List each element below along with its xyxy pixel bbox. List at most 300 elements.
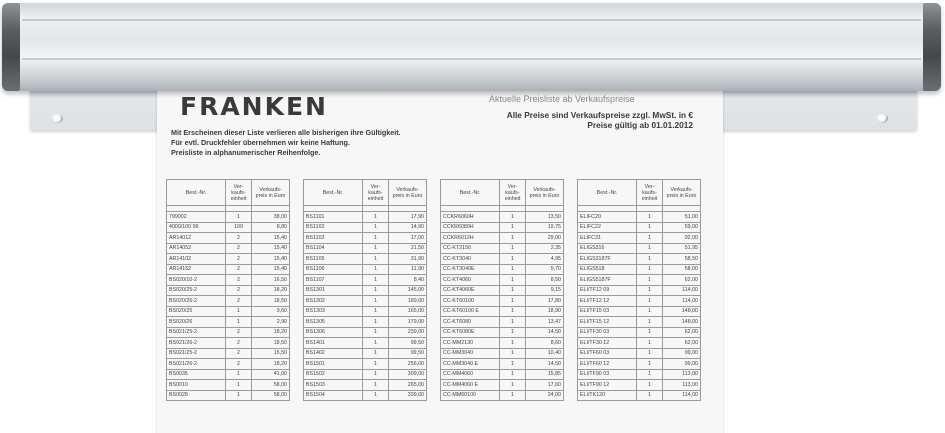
sales-unit: 1 (500, 390, 526, 401)
header-partial-line: Aktuelle Preisliste ab Verkaufspreise (489, 94, 635, 104)
table-row (578, 359, 701, 370)
sales-unit: 1 (363, 327, 389, 338)
item-price: 8,60 (526, 338, 564, 349)
item-price: 11,90 (389, 264, 427, 275)
table-row (578, 212, 701, 223)
table-row (441, 296, 564, 307)
item-price: 9,15 (526, 285, 564, 296)
header-unit: Ver-kaufs-einheit (363, 180, 389, 206)
sales-unit: 1 (500, 264, 526, 275)
sales-unit: 1 (637, 296, 663, 307)
header-price: Verkaufs-preis in Euro (252, 180, 290, 206)
item-number: BS020/10-2 (167, 275, 226, 286)
item-price: 14,50 (526, 359, 564, 370)
item-number: 799002 (167, 212, 226, 223)
item-number: BS021/25-2 (167, 327, 226, 338)
notice-line-1: Mit Erscheinen dieser Liste verlieren alle bisherigen ihre Gültigkeit. (171, 128, 401, 137)
table-row (167, 285, 290, 296)
item-number: BS1302 (304, 296, 363, 307)
sales-unit: 1 (500, 317, 526, 328)
item-number: ELI/TF90 12 (578, 380, 637, 391)
item-number: BS1106 (304, 264, 363, 275)
item-number: CCKR6080H (441, 222, 500, 233)
item-number: ELI/TF30 12 (578, 338, 637, 349)
table-row (304, 359, 427, 370)
item-number: ELI/TF15 12 (578, 317, 637, 328)
item-number: AR14012 (167, 233, 226, 244)
sales-unit: 1 (500, 222, 526, 233)
sales-unit: 100 (226, 222, 252, 233)
item-number: BS021/26-2 (167, 338, 226, 349)
table-row (578, 275, 701, 286)
sales-unit: 1 (637, 369, 663, 380)
table-row (441, 338, 564, 349)
notice-text (171, 128, 401, 158)
sales-unit: 1 (500, 369, 526, 380)
notice-line-3: Preisliste in alphanumerischer Reihenfolge. (171, 148, 321, 157)
sales-unit: 1 (363, 348, 389, 359)
item-number: CCKR6060H (441, 212, 500, 223)
item-price: 15,40 (252, 254, 290, 265)
item-number: AR14052 (167, 243, 226, 254)
item-price: 62,00 (663, 275, 701, 286)
table-row (578, 296, 701, 307)
validity-date-line: Preise gültig ab 01.01.2012 (587, 120, 693, 130)
aluminium-paper-rail (2, 3, 941, 91)
sales-unit: 1 (637, 317, 663, 328)
sales-unit: 2 (226, 327, 252, 338)
sales-unit: 2 (226, 285, 252, 296)
item-price: 18,50 (252, 338, 290, 349)
item-number: CC-MM4060 (441, 369, 500, 380)
sales-unit: 1 (363, 254, 389, 265)
item-price: 17,90 (389, 212, 427, 223)
item-price: 51,00 (663, 212, 701, 223)
item-number: BS1303 (304, 306, 363, 317)
rail-groove (22, 19, 921, 21)
sales-unit: 1 (363, 275, 389, 286)
item-price: 5,70 (526, 264, 564, 275)
item-number: BS1105 (304, 254, 363, 265)
item-number: BS1101 (304, 212, 363, 223)
item-price: 16,50 (252, 275, 290, 286)
item-number: BS1103 (304, 233, 363, 244)
header-unit: Ver-kaufs-einheit (500, 180, 526, 206)
item-number: ELI/TF60 12 (578, 359, 637, 370)
item-price: 15,40 (252, 243, 290, 254)
table-row (578, 327, 701, 338)
item-number: BS1503 (304, 380, 363, 391)
item-number: BS1402 (304, 348, 363, 359)
table-row (167, 390, 290, 401)
item-number: CC-KT3040E (441, 264, 500, 275)
table-row (167, 369, 290, 380)
item-price: 189,00 (389, 296, 427, 307)
item-price: 58,00 (252, 390, 290, 401)
item-number: CC-MM3040 E (441, 359, 500, 370)
sales-unit: 1 (637, 338, 663, 349)
header-bestnr: Best.-Nr. (304, 180, 363, 206)
item-number: CC-MM2130 (441, 338, 500, 349)
table-row (167, 212, 290, 223)
table-row (441, 212, 564, 223)
item-price: 51,95 (663, 243, 701, 254)
item-price: 18,90 (526, 306, 564, 317)
table-row (167, 222, 290, 233)
item-price: 114,00 (663, 296, 701, 307)
item-price: 148,00 (663, 306, 701, 317)
item-price: 24,00 (526, 390, 564, 401)
item-price: 14,90 (389, 222, 427, 233)
table-row (578, 390, 701, 401)
sales-unit: 1 (226, 306, 252, 317)
table-row (441, 275, 564, 286)
sales-unit: 1 (637, 306, 663, 317)
item-price: 15,85 (526, 369, 564, 380)
sales-unit: 1 (226, 390, 252, 401)
table-row (578, 285, 701, 296)
item-number: BS020/25 (167, 306, 226, 317)
item-price: 113,00 (663, 369, 701, 380)
sales-unit: 1 (500, 285, 526, 296)
table-row (441, 390, 564, 401)
sales-unit: 1 (637, 233, 663, 244)
table-row (578, 243, 701, 254)
price-list-sheet (157, 86, 723, 433)
table-row (441, 380, 564, 391)
item-number: BS020/26 (167, 317, 226, 328)
item-number: ELI/TF12 12 (578, 296, 637, 307)
item-price: 339,00 (389, 390, 427, 401)
sales-unit: 2 (226, 275, 252, 286)
item-price: 2,90 (252, 317, 290, 328)
table-row (304, 338, 427, 349)
item-price: 8,40 (389, 275, 427, 286)
sales-unit: 1 (500, 380, 526, 391)
sales-unit: 1 (500, 306, 526, 317)
sales-unit: 1 (363, 369, 389, 380)
sales-unit: 1 (226, 317, 252, 328)
item-price: 62,00 (663, 327, 701, 338)
item-number: ELIGS3187F (578, 254, 637, 265)
item-number: ELIFC20 (578, 212, 637, 223)
table-row (167, 348, 290, 359)
item-number: ELI/TF12 09 (578, 285, 637, 296)
sales-unit: 1 (500, 212, 526, 223)
sales-unit: 1 (637, 243, 663, 254)
sales-unit: 1 (500, 254, 526, 265)
sales-unit: 1 (637, 275, 663, 286)
item-number: CC-KT4060 (441, 275, 500, 286)
header-unit: Ver-kaufs-einheit (637, 180, 663, 206)
item-price: 309,00 (389, 369, 427, 380)
header-bestnr: Best.-Nr. (441, 180, 500, 206)
sales-unit: 1 (363, 222, 389, 233)
sales-unit: 1 (500, 327, 526, 338)
item-number: BS021/25-2 (167, 348, 226, 359)
item-price: 99,50 (389, 338, 427, 349)
right-end-cap (923, 3, 941, 91)
item-price: 9,60 (252, 306, 290, 317)
table-row (304, 327, 427, 338)
sales-unit: 1 (637, 285, 663, 296)
table-row (578, 380, 701, 391)
item-number: CC-KT60100 (441, 296, 500, 307)
table-row (167, 296, 290, 307)
item-price: 17,00 (389, 233, 427, 244)
table-row (304, 296, 427, 307)
table-row (304, 380, 427, 391)
right-screw-hole (877, 114, 888, 123)
sales-unit: 1 (637, 380, 663, 391)
table-row (441, 327, 564, 338)
sales-unit: 1 (363, 338, 389, 349)
table-row (167, 380, 290, 391)
sales-unit: 1 (500, 296, 526, 307)
table-row (167, 306, 290, 317)
item-number: CC-KT6080E (441, 327, 500, 338)
item-number: BS1305 (304, 317, 363, 328)
table-row (167, 338, 290, 349)
table-row (441, 285, 564, 296)
notice-line-2: Für evtl. Druckfehler übernehmen wir keine Haftung. (171, 138, 350, 147)
table-row (441, 317, 564, 328)
item-price: 38,00 (252, 212, 290, 223)
item-price: 13,50 (526, 212, 564, 223)
table-row (304, 275, 427, 286)
item-price: 4,95 (526, 254, 564, 265)
table-row (578, 338, 701, 349)
table-row (304, 243, 427, 254)
item-number: AR14152 (167, 264, 226, 275)
table-row (304, 317, 427, 328)
header-bestnr: Best.-Nr. (167, 180, 226, 206)
rail-groove (22, 58, 921, 60)
table-row (304, 390, 427, 401)
sales-unit: 2 (226, 254, 252, 265)
item-price: 10,40 (526, 348, 564, 359)
table-row (441, 254, 564, 265)
table-row (167, 254, 290, 265)
item-price: 114,00 (663, 285, 701, 296)
sales-unit: 1 (363, 264, 389, 275)
item-price: 165,00 (389, 306, 427, 317)
item-number: BS1301 (304, 285, 363, 296)
item-price: 21,50 (389, 243, 427, 254)
table-row (441, 348, 564, 359)
table-row (167, 233, 290, 244)
header-bestnr: Best.-Nr. (578, 180, 637, 206)
table-row (304, 222, 427, 233)
item-price: 256,00 (389, 359, 427, 370)
sales-unit: 1 (637, 212, 663, 223)
item-number: CC-MM60100 (441, 390, 500, 401)
header-price: Verkaufs-preis in Euro (526, 180, 564, 206)
item-price: 58,00 (252, 380, 290, 391)
item-number: CCKR6012H (441, 233, 500, 244)
sales-unit: 1 (363, 317, 389, 328)
item-price: 18,50 (252, 296, 290, 307)
table-row (304, 254, 427, 265)
item-price: 18,20 (252, 359, 290, 370)
item-price: 13,47 (526, 317, 564, 328)
item-number: ELIGS316 (578, 243, 637, 254)
item-price: 148,00 (663, 317, 701, 328)
item-number: BS1401 (304, 338, 363, 349)
sales-unit: 1 (226, 212, 252, 223)
item-price: 2,35 (526, 243, 564, 254)
item-number: BS021/26-2 (167, 359, 226, 370)
table-row (578, 306, 701, 317)
item-number: BS1306 (304, 327, 363, 338)
item-number: BS020/25-2 (167, 285, 226, 296)
table-row (167, 275, 290, 286)
sales-unit: 1 (363, 233, 389, 244)
item-price: 145,00 (389, 285, 427, 296)
sales-unit: 1 (363, 243, 389, 254)
table-row (441, 306, 564, 317)
item-number: ELI/TF60 03 (578, 348, 637, 359)
item-number: CC-MM3040 (441, 348, 500, 359)
item-price: 17,60 (526, 380, 564, 391)
price-table (440, 179, 564, 401)
item-number: AR14102 (167, 254, 226, 265)
table-row (304, 369, 427, 380)
header-price: Verkaufs-preis in Euro (663, 180, 701, 206)
table-row (304, 233, 427, 244)
item-number: ELI/TF15 03 (578, 306, 637, 317)
item-price: 14,50 (526, 327, 564, 338)
item-price: 99,00 (663, 348, 701, 359)
item-number: 4000/100 99 (167, 222, 226, 233)
item-price: 58,00 (663, 264, 701, 275)
item-number: ELIGS518 (578, 264, 637, 275)
sales-unit: 2 (226, 233, 252, 244)
item-number: ELIFC31 (578, 233, 637, 244)
item-price: 114,00 (663, 390, 701, 401)
item-price: 58,50 (663, 254, 701, 265)
sales-unit: 1 (363, 380, 389, 391)
item-price: 62,00 (663, 338, 701, 349)
item-price: 8,50 (526, 275, 564, 286)
sales-unit: 1 (500, 243, 526, 254)
table-row (441, 243, 564, 254)
sales-unit: 2 (226, 243, 252, 254)
table-row (304, 285, 427, 296)
item-price: 8,80 (252, 222, 290, 233)
table-row (441, 264, 564, 275)
item-price: 99,50 (389, 348, 427, 359)
sales-unit: 1 (363, 285, 389, 296)
item-number: BS020/26-2 (167, 296, 226, 307)
item-number: ELIGS5187F (578, 275, 637, 286)
table-row (304, 212, 427, 223)
item-number: CC-KT6080 (441, 317, 500, 328)
item-number: CC-KT60100 E (441, 306, 500, 317)
table-row (578, 254, 701, 265)
item-price: 18,20 (252, 327, 290, 338)
item-number: BS1104 (304, 243, 363, 254)
table-row (304, 348, 427, 359)
table-row (578, 264, 701, 275)
sales-unit: 1 (637, 264, 663, 275)
item-number: CC-KT2150 (441, 243, 500, 254)
left-screw-hole (52, 114, 63, 123)
sales-unit: 2 (226, 264, 252, 275)
table-row (304, 264, 427, 275)
price-table (577, 179, 701, 401)
sales-unit: 1 (637, 359, 663, 370)
table-row (441, 369, 564, 380)
sales-unit: 2 (226, 359, 252, 370)
table-row (167, 243, 290, 254)
item-price: 99,00 (663, 359, 701, 370)
item-number: BS1504 (304, 390, 363, 401)
sales-unit: 1 (637, 327, 663, 338)
table-row (441, 233, 564, 244)
table-row (167, 317, 290, 328)
sales-unit: 1 (363, 212, 389, 223)
sales-unit: 2 (226, 296, 252, 307)
price-tables (166, 179, 706, 401)
item-price: 18,20 (252, 285, 290, 296)
sales-unit: 1 (637, 222, 663, 233)
item-price: 29,00 (526, 233, 564, 244)
sales-unit: 1 (637, 348, 663, 359)
price-table (303, 179, 427, 401)
item-number: ELIFC22 (578, 222, 637, 233)
sales-unit: 1 (226, 369, 252, 380)
sales-unit: 1 (637, 254, 663, 265)
sales-unit: 1 (363, 390, 389, 401)
sales-unit: 1 (500, 338, 526, 349)
item-price: 239,00 (389, 327, 427, 338)
item-number: ELI/TF30 03 (578, 327, 637, 338)
item-price: 19,75 (526, 222, 564, 233)
item-number: BS0035 (167, 369, 226, 380)
item-price: 15,50 (252, 348, 290, 359)
item-number: CC-MM4060 E (441, 380, 500, 391)
table-row (304, 306, 427, 317)
sales-unit: 2 (226, 338, 252, 349)
sales-unit: 1 (363, 306, 389, 317)
item-number: BS1502 (304, 369, 363, 380)
price-info (507, 110, 693, 130)
table-row (167, 327, 290, 338)
header-unit: Ver-kaufs-einheit (226, 180, 252, 206)
item-number: CC-KT4060E (441, 285, 500, 296)
sales-unit: 1 (363, 296, 389, 307)
item-number: BS0028 (167, 390, 226, 401)
header-price: Verkaufs-preis in Euro (389, 180, 427, 206)
table-row (441, 222, 564, 233)
item-price: 265,00 (389, 380, 427, 391)
item-number: CC-KT3040 (441, 254, 500, 265)
item-price: 17,80 (526, 296, 564, 307)
price-table (166, 179, 290, 401)
sales-unit: 1 (637, 390, 663, 401)
item-price: 179,00 (389, 317, 427, 328)
table-row (441, 359, 564, 370)
item-price: 59,00 (663, 222, 701, 233)
table-row (167, 359, 290, 370)
table-row (578, 233, 701, 244)
sales-unit: 1 (226, 380, 252, 391)
item-number: ELI/TK120 (578, 390, 637, 401)
item-number: BS1501 (304, 359, 363, 370)
table-row (578, 348, 701, 359)
brand-logo-text: FRANKEN (180, 92, 328, 121)
